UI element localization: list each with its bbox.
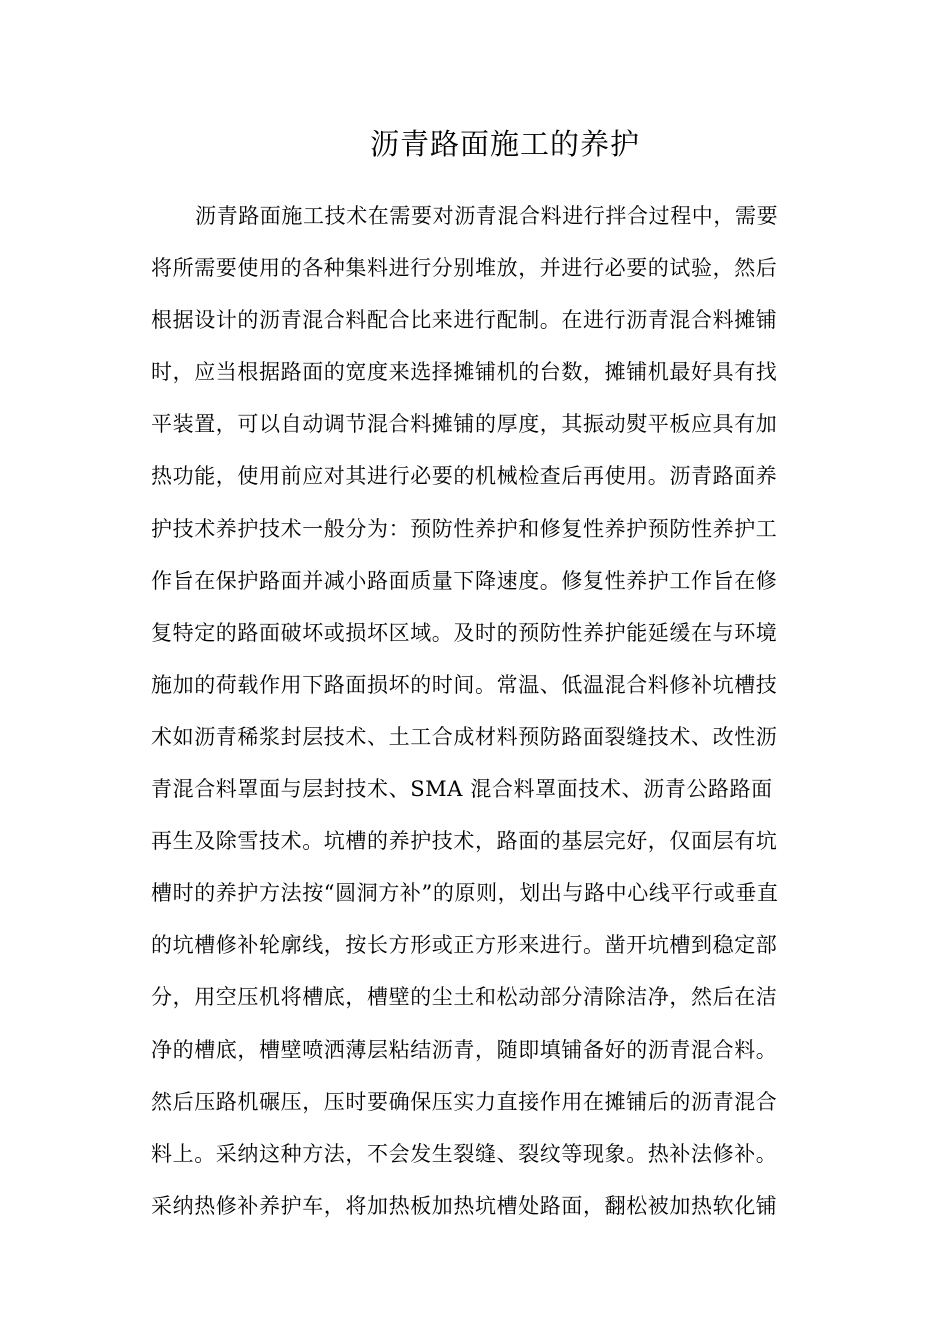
text-line: 热功能，使用前应对其进行必要的机械检查后再使用。沥青路面养 xyxy=(151,464,778,489)
text-line: 料上。采纳这种方法，不会发生裂缝、裂纹等现象。热补法修补。 xyxy=(151,1141,778,1166)
text-line: 的坑槽修补轮廓线，按长方形或正方形来进行。凿开坑槽到稳定部 xyxy=(151,933,778,958)
text-line: 青混合料罩面与层封技术、SMA 混合料罩面技术、沥青公路路面 xyxy=(151,777,773,802)
text-line: 平装置，可以自动调节混合料摊铺的厚度，其振动熨平板应具有加 xyxy=(151,412,778,437)
text-line: 再生及除雪技术。坑槽的养护技术，路面的基层完好，仅面层有坑 xyxy=(151,829,778,854)
text-line: 护技术养护技术一般分为：预防性养护和修复性养护预防性养护工 xyxy=(151,516,778,541)
document-title: 沥青路面施工的养护 xyxy=(369,127,640,161)
text-line: 分，用空压机将槽底，槽壁的尘土和松动部分清除洁净，然后在洁 xyxy=(151,985,778,1010)
text-line: 采纳热修补养护车，将加热板加热坑槽处路面，翻松被加热软化铺 xyxy=(151,1193,778,1218)
text-line: 术如沥青稀浆封层技术、土工合成材料预防路面裂缝技术、改性沥 xyxy=(151,724,778,749)
text-line: 净的槽底，槽壁喷洒薄层粘结沥青，随即填铺备好的沥青混合料。 xyxy=(151,1037,778,1062)
text-line: 然后压路机碾压，压时要确保压实力直接作用在摊铺后的沥青混合 xyxy=(151,1089,778,1114)
text-line: 复特定的路面破坏或损坏区域。及时的预防性养护能延缓在与环境 xyxy=(151,620,778,645)
text-line: 根据设计的沥青混合料配合比来进行配制。在进行沥青混合料摊铺 xyxy=(151,308,778,333)
text-line: 作旨在保护路面并减小路面质量下降速度。修复性养护工作旨在修 xyxy=(151,568,778,593)
body-paragraph xyxy=(151,196,811,1238)
text-line: 将所需要使用的各种集料进行分别堆放，并进行必要的试验，然后 xyxy=(151,256,778,281)
text-line: 时，应当根据路面的宽度来选择摊铺机的台数，摊铺机最好具有找 xyxy=(151,360,778,385)
text-line: 沥青路面施工技术在需要对沥青混合料进行拌合过程中，需要 xyxy=(195,204,779,228)
text-line: 施加的荷载作用下路面损坏的时间。常温、低温混合料修补坑槽技 xyxy=(151,672,778,697)
text-line: 槽时的养护方法按“圆洞方补”的原则，划出与路中心线平行或垂直 xyxy=(151,881,779,906)
